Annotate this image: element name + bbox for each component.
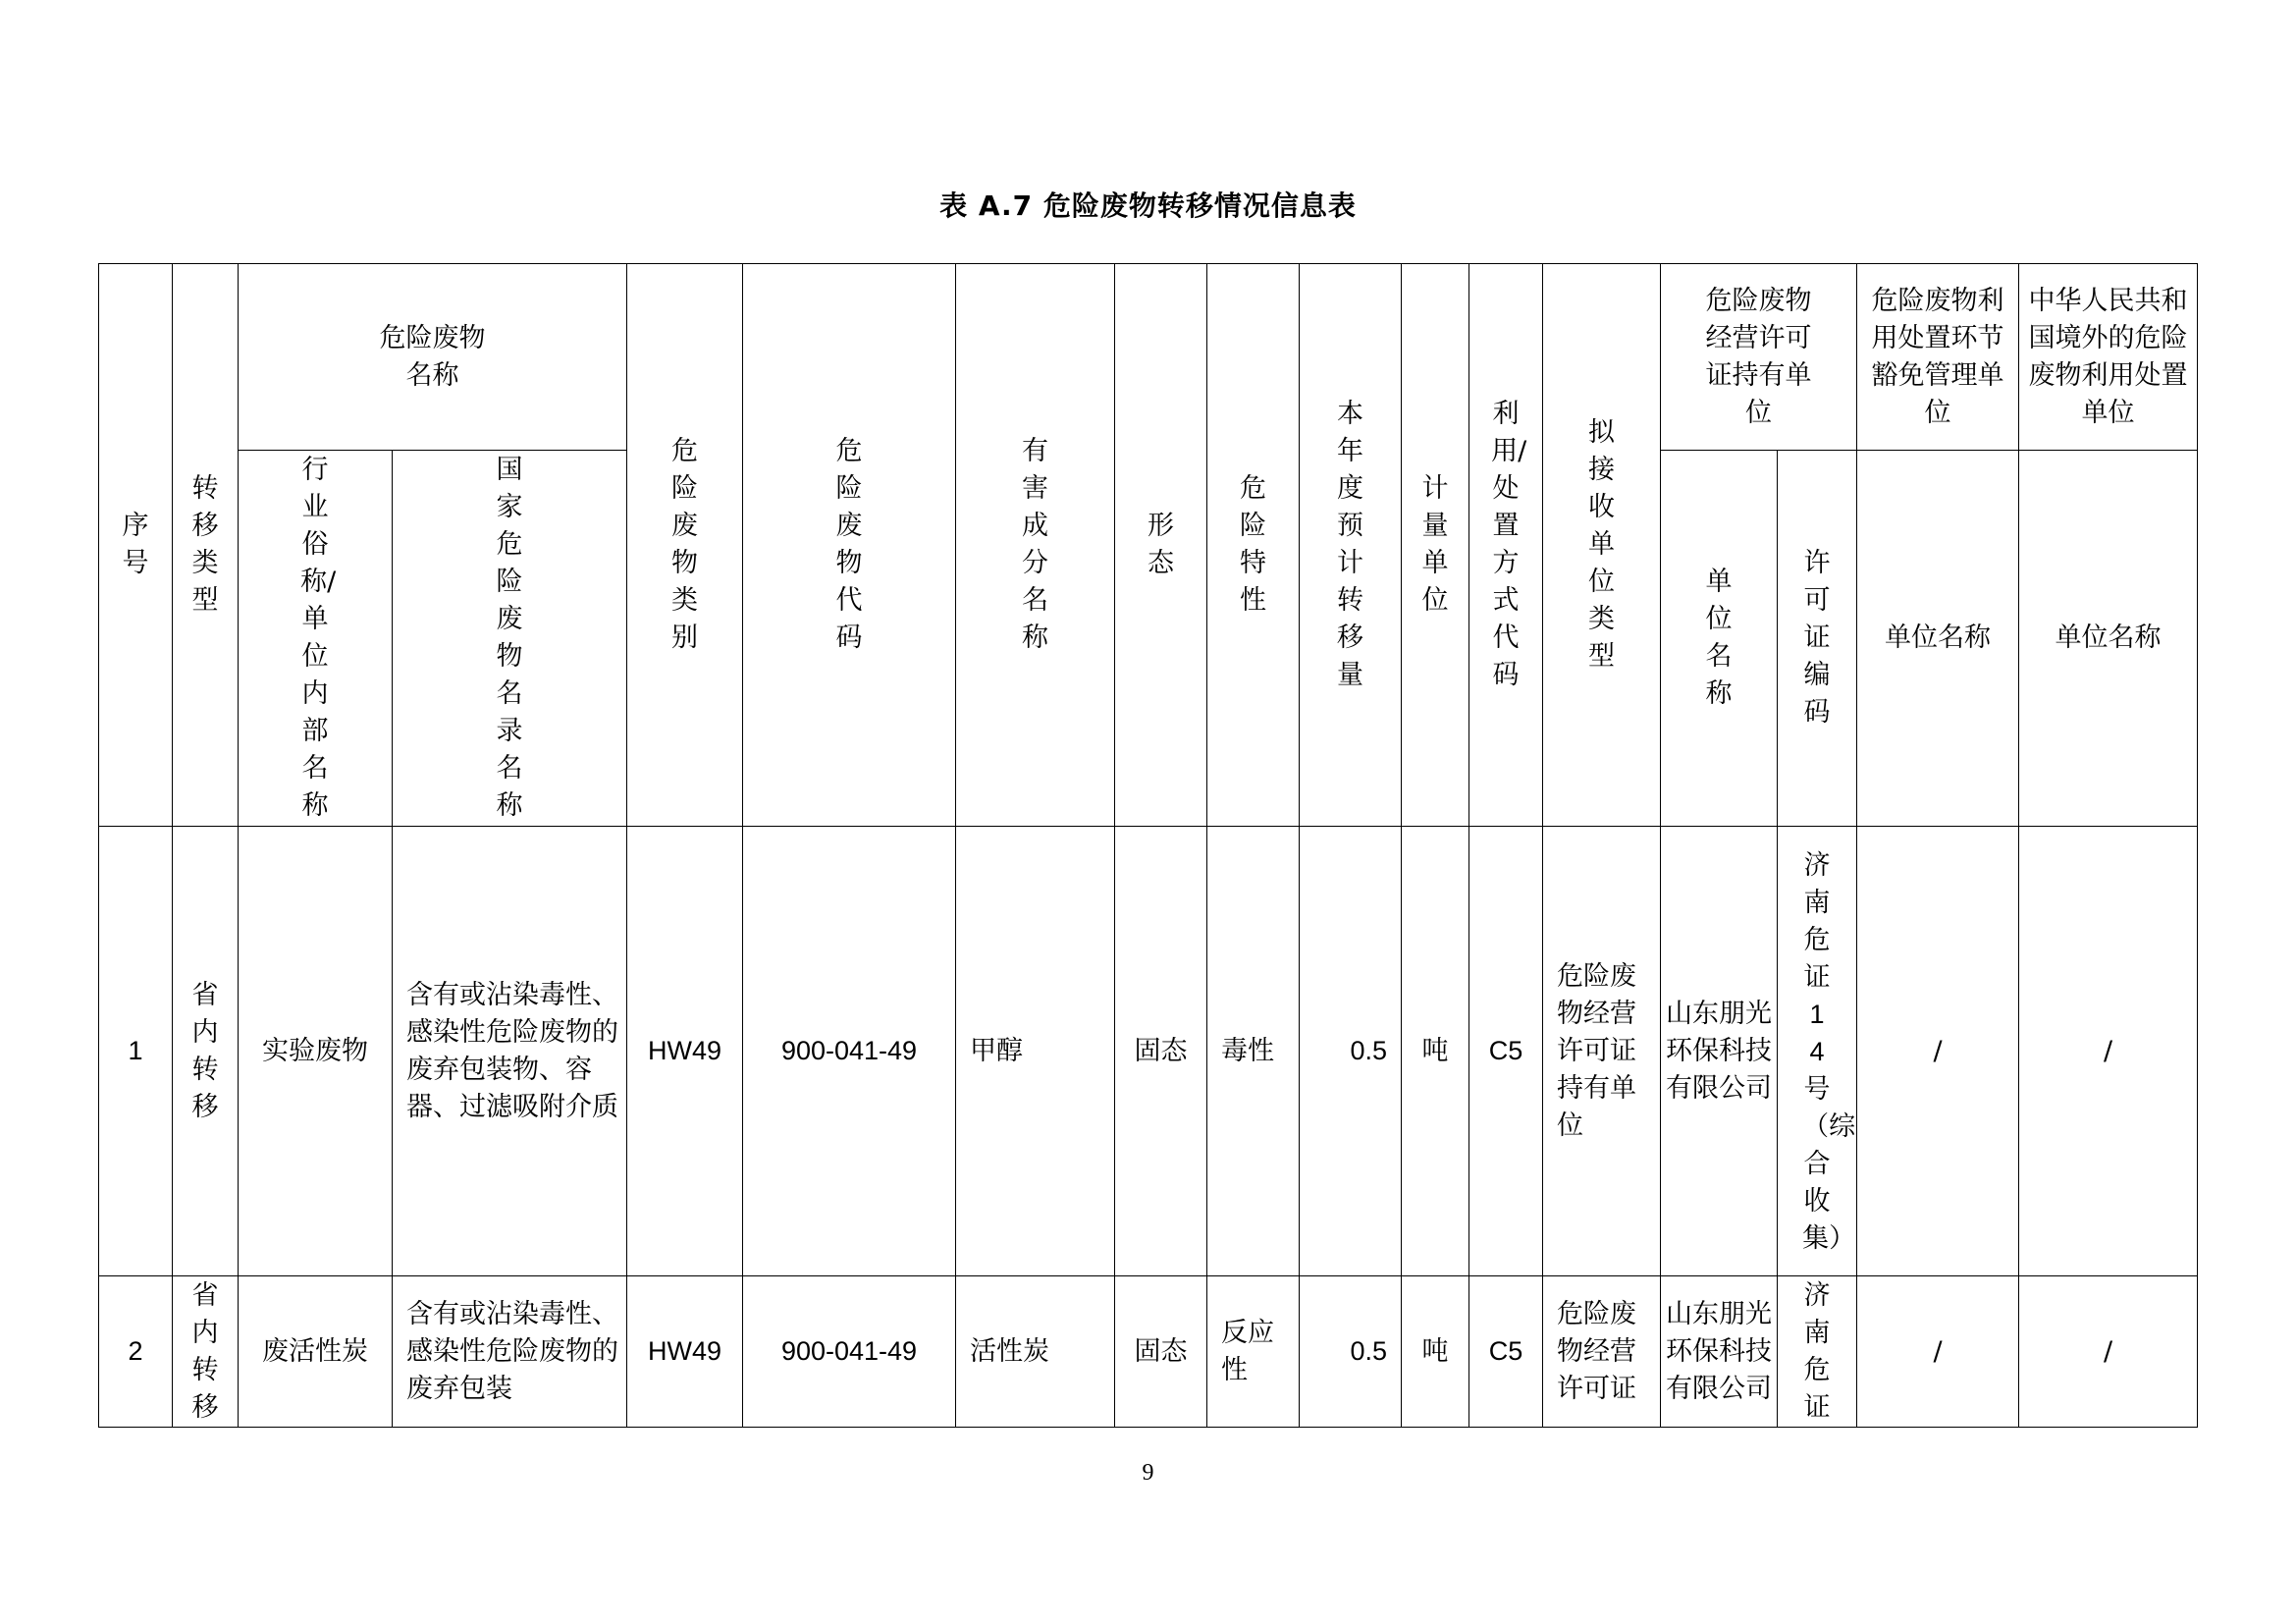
cell-unit: 吨 (1402, 827, 1469, 1276)
cell-industry-name: 废活性炭 (239, 1276, 393, 1428)
cell-hazard: 反应性 (1207, 1276, 1300, 1428)
cell-category: HW49 (627, 827, 743, 1276)
cell-code: 900-041-49 (743, 1276, 956, 1428)
cell-seq: 2 (99, 1276, 173, 1428)
cell-form: 固态 (1115, 827, 1207, 1276)
table-row (99, 827, 2198, 1276)
header-annual-amount: 本年度预计转移量 (1300, 264, 1402, 827)
header-receiver-type: 拟接收单位类型 (1543, 264, 1661, 827)
cell-harmful: 甲醇 (956, 827, 1115, 1276)
cell-amount: 0.5 (1300, 1276, 1402, 1428)
cell-amount: 0.5 (1300, 827, 1402, 1276)
cell-holder-name: 山东朋光环保科技有限公司 (1661, 827, 1778, 1276)
header-exempt-group: 危险废物利用处置环节豁免管理单位 (1857, 264, 2019, 451)
table-title: 表 A.7 危险废物转移情况信息表 (939, 189, 1357, 222)
cell-receiver-type: 危险废物经营许可证持有单位 (1543, 827, 1661, 1276)
cell-transfer-type: 省内转移 (173, 827, 239, 1276)
header-transfer-type: 转移类型 (173, 264, 239, 827)
cell-holder-name: 山东朋光环保科技有限公司 (1661, 1276, 1778, 1428)
header-national-name: 国家危险废物名录名称 (393, 451, 627, 827)
cell-foreign: / (2019, 1276, 2198, 1428)
cell-national-name: 含有或沾染毒性、感染性危险废物的废弃包装 (393, 1276, 627, 1428)
header-exempt-name: 单位名称 (1857, 451, 2019, 827)
header-license-holder-group: 危险废物经营许可证持有单位 (1661, 264, 1857, 451)
hazardous-waste-transfer-table (98, 263, 2198, 1428)
cell-license-code: 济南危证 (1778, 1276, 1857, 1428)
page-number: 9 (1142, 1460, 1154, 1486)
cell-foreign: / (2019, 827, 2198, 1276)
cell-method: C5 (1469, 827, 1543, 1276)
cell-transfer-type: 省内转移 (173, 1276, 239, 1428)
table-row (99, 1276, 2198, 1428)
header-harmful: 有害成分名称 (956, 264, 1115, 827)
cell-method: C5 (1469, 1276, 1543, 1428)
cell-category: HW49 (627, 1276, 743, 1428)
cell-code: 900-041-49 (743, 827, 956, 1276)
cell-form: 固态 (1115, 1276, 1207, 1428)
header-industry-name: 行业俗称/单位内部名称 (239, 451, 393, 827)
cell-seq: 1 (99, 827, 173, 1276)
header-waste-name-group: 危险废物名称 (239, 264, 627, 451)
cell-unit: 吨 (1402, 1276, 1469, 1428)
header-foreign-group: 中华人民共和国境外的危险废物利用处置单位 (2019, 264, 2198, 451)
header-foreign-name: 单位名称 (2019, 451, 2198, 827)
cell-hazard: 毒性 (1207, 827, 1300, 1276)
header-method-code: 利用/处置方式代码 (1469, 264, 1543, 827)
header-code: 危险废物代码 (743, 264, 956, 827)
header-form: 形态 (1115, 264, 1207, 827)
header-row-1 (99, 264, 2198, 451)
cell-receiver-type: 危险废物经营许可证 (1543, 1276, 1661, 1428)
header-holder-name: 单位名称 (1661, 451, 1778, 827)
cell-industry-name: 实验废物 (239, 827, 393, 1276)
cell-exempt: / (1857, 1276, 2019, 1428)
cell-license-code: 济南危证14号（综合收集） (1778, 827, 1857, 1276)
cell-exempt: / (1857, 827, 2019, 1276)
cell-national-name: 含有或沾染毒性、感染性危险废物的废弃包装物、容器、过滤吸附介质 (393, 827, 627, 1276)
header-license-code: 许可证编码 (1778, 451, 1857, 827)
header-seq: 序号 (99, 264, 173, 827)
header-unit: 计量单位 (1402, 264, 1469, 827)
cell-harmful: 活性炭 (956, 1276, 1115, 1428)
header-hazard: 危险特性 (1207, 264, 1300, 827)
header-category: 危险废物类别 (627, 264, 743, 827)
